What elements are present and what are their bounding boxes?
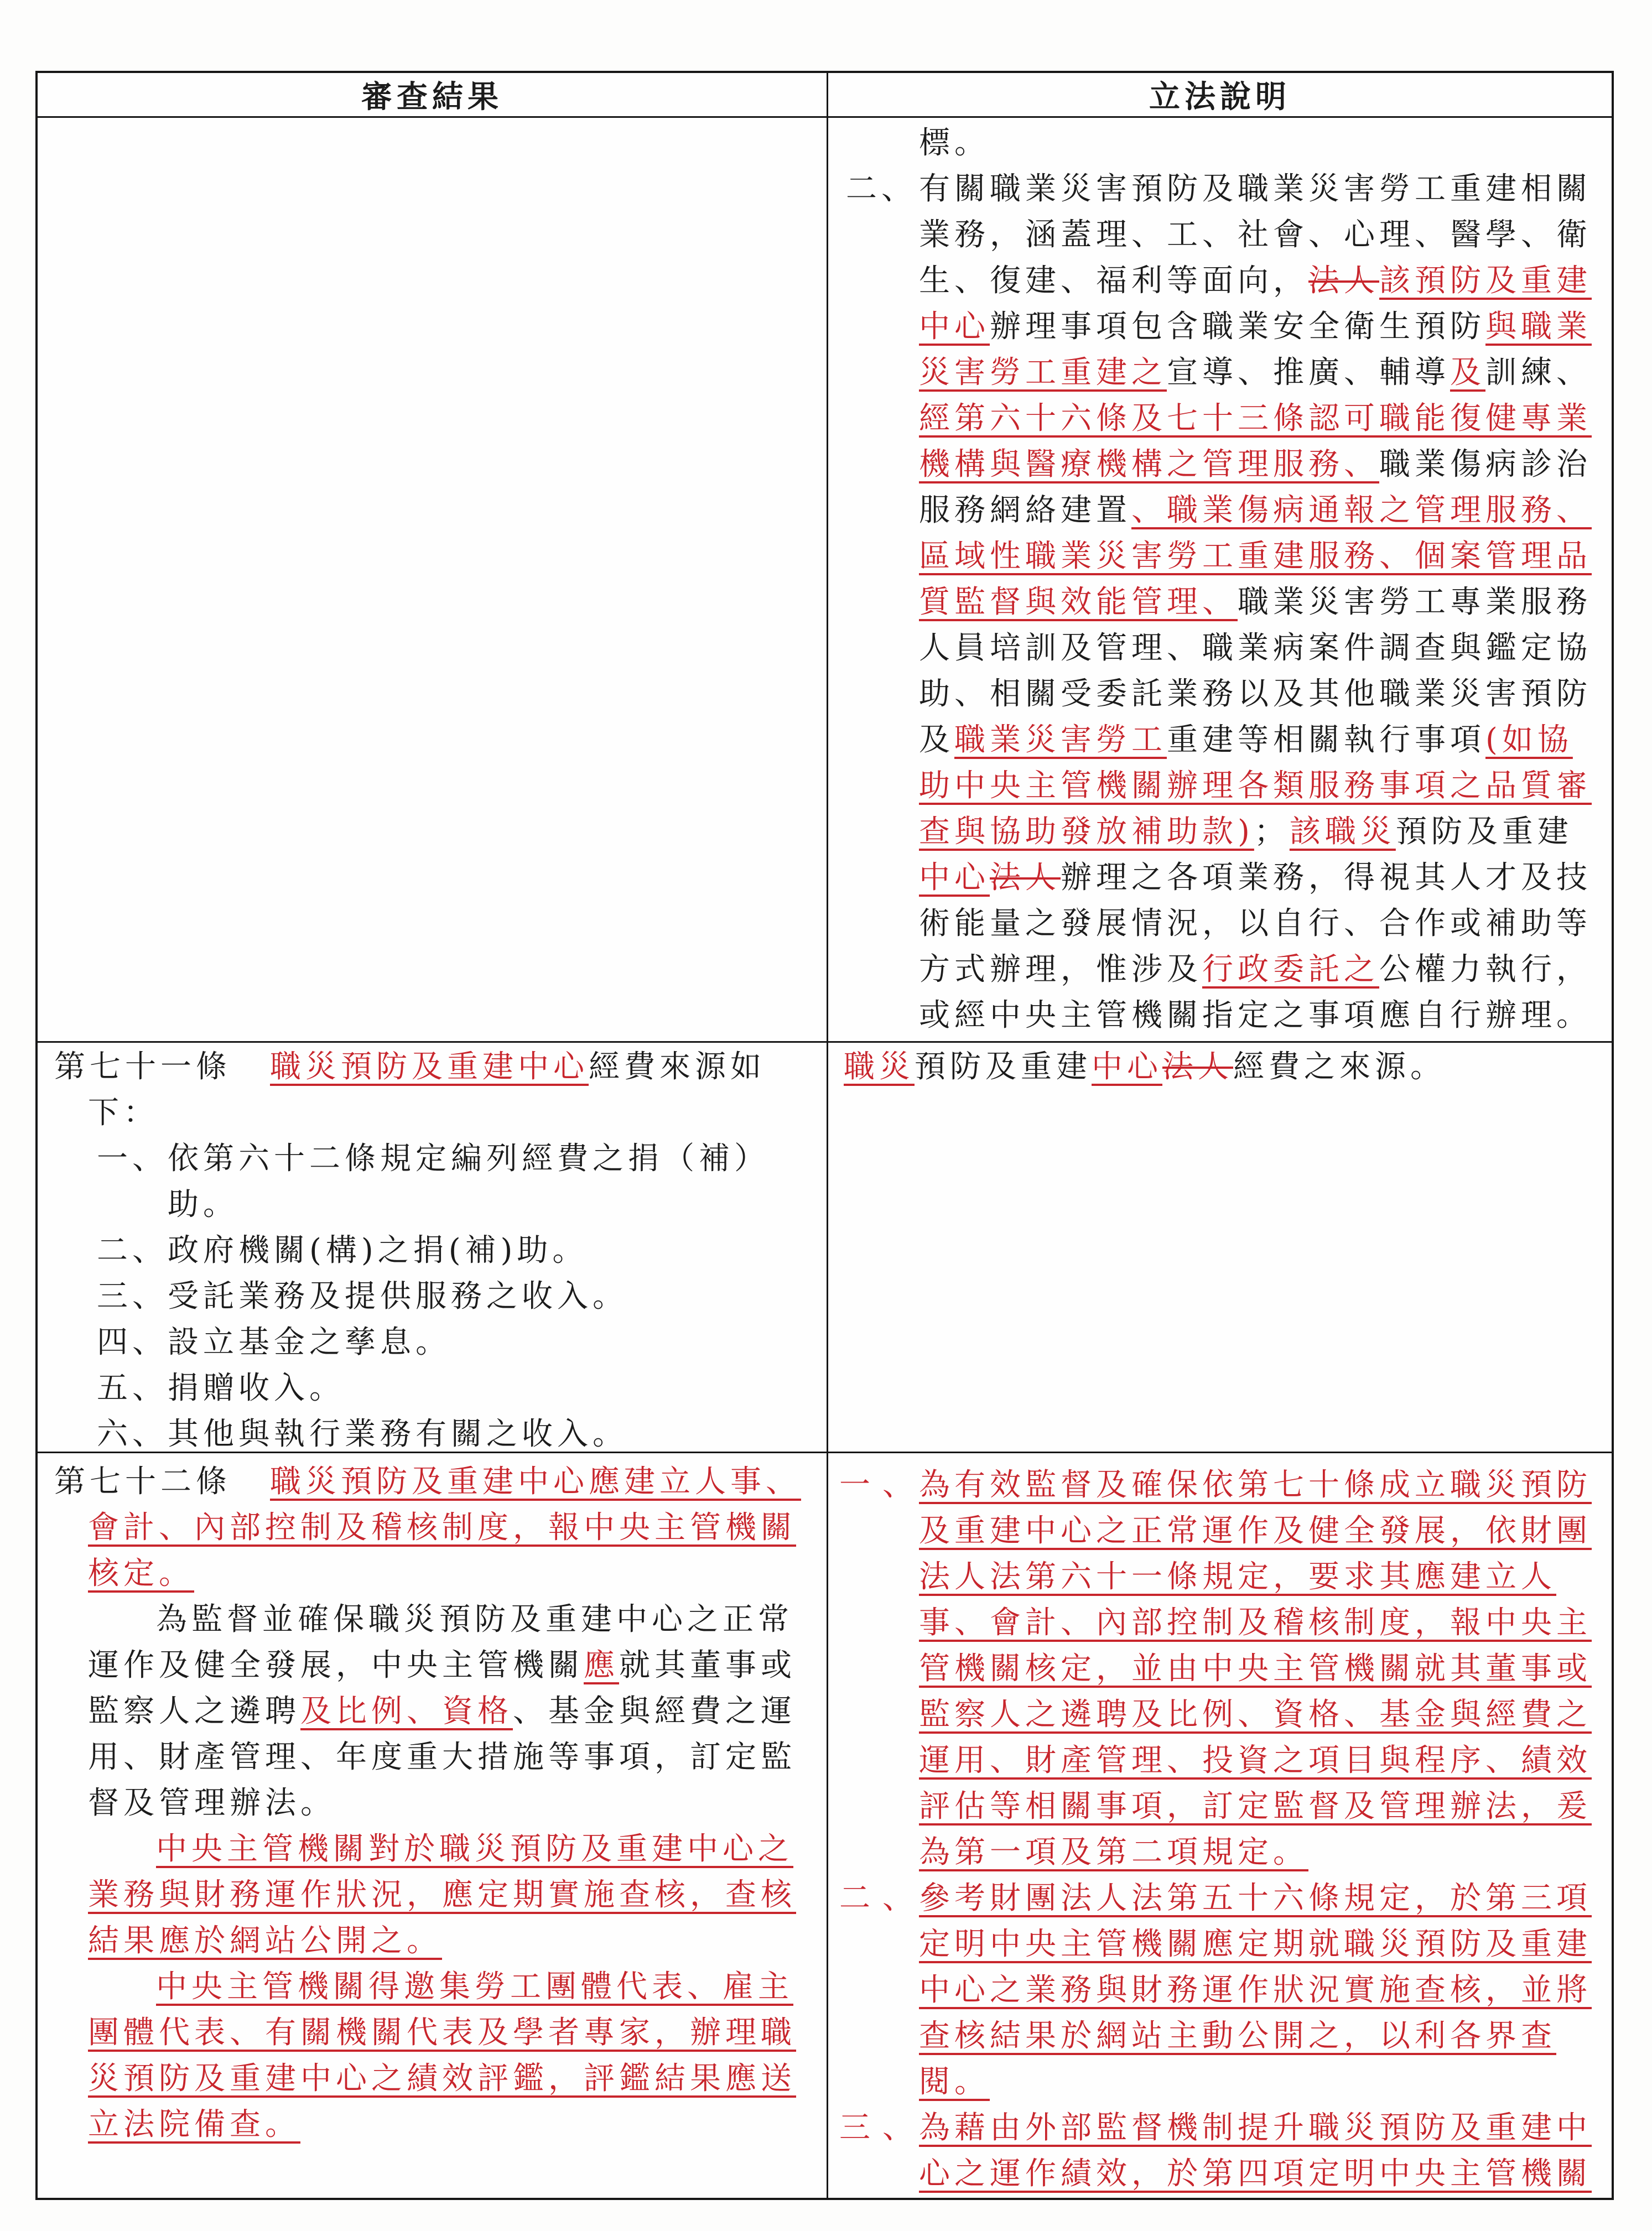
added-text: 與職業 [1485,309,1592,345]
item-block [828,1462,1612,1875]
text-run: 就其董事或 [619,1647,796,1683]
text-run: 、基金與經費之運 [513,1693,796,1729]
added-text: 災害勞工重建之 [919,355,1167,391]
added-text: 機構與醫療機構之管理服務、 [919,446,1379,482]
text-line [38,1918,827,1964]
added-text: 職災預防及重建中心 [270,1049,589,1085]
text-line [38,1826,827,1872]
added-text: 查核結果於網站主動公開之，以利各界查 [919,2018,1556,2054]
text-line [38,1642,827,1688]
text-line [828,2013,1612,2059]
text-line [828,487,1612,533]
text-line [38,1319,827,1365]
added-text: 職災 [844,1049,915,1085]
added-text: 結果應於網站公開之。 [88,1923,442,1959]
text-run: 預防及重建 [915,1049,1092,1085]
text-run: 用、財產管理、年度重大措施等事項，訂定監 [88,1739,796,1775]
added-text: 參考財團法人法第五十六條規定，於第三項 [919,1880,1592,1916]
text-line [38,1411,827,1452]
added-text: 災預防及重建中心之績效評鑑，評鑑結果應送 [88,2061,796,2097]
article-block [38,1459,827,1596]
text-run: 政府機關(構)之捐(補)助。 [168,1232,588,1268]
text-run: 服務網絡建置 [919,492,1131,528]
text-run: 及 [919,722,954,758]
text-line [828,1646,1612,1692]
text-run: 依第六十二條規定編列經費之捐（補） [168,1141,770,1177]
added-text: 及比例、資格 [300,1693,513,1729]
article-number: 第七十二條 [54,1464,231,1500]
text-line [828,1044,1612,1090]
text-run: 職業災害勞工專業服務 [1238,584,1592,620]
review-result-cell [38,1453,827,2198]
column-header-label: 立法說明 [1149,79,1291,115]
text-run: 經費來源如 [589,1049,766,1085]
text-run: 捐贈收入。 [168,1370,345,1406]
text-line [828,1692,1612,1738]
text-run: 設立基金之孳息。 [168,1324,451,1360]
added-text: 查與協助發放補助款) [919,814,1254,850]
text-run: 方式辦理，惟涉及 [919,951,1202,987]
added-text: 運用、財產管理、投資之項目與程序、績效 [919,1743,1592,1778]
added-text: (如協 [1485,722,1573,758]
item-number: 二、 [839,1880,926,1916]
legislative-explanation-cell [827,118,1612,1041]
added-text: 及 [1450,355,1485,391]
text-run: 或經中央主管機關指定之事項應自行辦理。 [919,997,1592,1033]
item-number: 三、 [97,1278,168,1314]
text-run: 辦理之各項業務，得視其人才及技 [1061,860,1592,896]
text-line [38,1505,827,1551]
added-text: 該預防及重建 [1379,263,1592,299]
review-result-cell [38,118,827,1041]
text-line [828,304,1612,350]
text-line [828,120,1612,166]
deleted-text: 法人 [1162,1049,1233,1085]
article-block [38,1044,827,1136]
text-line [828,2151,1612,2197]
text-run: 宣導、推廣、輔導 [1167,355,1450,391]
text-line [38,1365,827,1411]
added-text: 質監督與效能管理、 [919,584,1238,620]
added-text: 立法院備查。 [88,2107,300,2142]
item-number: 二、 [97,1232,168,1268]
text-run: 經費之來源。 [1233,1049,1446,1085]
text-run: 訓練、 [1485,355,1592,391]
text-line [38,1872,827,1918]
text-run: 為監督並確保職災預防及重建中心之正常 [156,1601,793,1637]
added-text: 為有效監督及確保依第七十條成立職災預防 [919,1467,1592,1503]
table-row [38,116,1612,1041]
text-line [828,1554,1612,1600]
added-text: 事、會計、內部控制及稽核制度，報中央主 [919,1605,1592,1641]
text-line [38,1596,827,1642]
text-line [828,625,1612,671]
text-line [38,2056,827,2102]
text-line [828,1600,1612,1646]
text-run: 預防及重建 [1395,814,1573,850]
text-line [38,1090,827,1136]
added-text: 職業災害勞工 [954,722,1167,758]
text-line [828,1783,1612,1829]
added-text: 職災預防及重建中心應建立人事、 [270,1464,801,1500]
text-line [828,1508,1612,1554]
text-line [828,166,1612,212]
text-line [828,901,1612,947]
text-line [828,533,1612,579]
added-text: 為第一項及第二項規定。 [919,1834,1308,1870]
comparison-table [35,71,1614,2200]
text-line [828,1921,1612,1967]
added-text: 心之運作績效，於第四項定明中央主管機關 [919,2156,1592,2192]
text-run: 人員培訓及管理、職業病案件調查與鑑定協 [919,630,1592,666]
text-line [38,1044,827,1090]
item-number: 三、 [839,2110,926,2146]
added-text: 業務與財務運作狀況，應定期實施查核，查核 [88,1877,796,1913]
added-text: 及重建中心之正常運作及健全發展，依財團 [919,1513,1592,1549]
item-number: 二、 [846,171,917,207]
text-line [38,1182,827,1228]
text-line [828,396,1612,441]
text-line [828,855,1612,901]
text-line [38,1273,827,1319]
text-line [828,1829,1612,1875]
text-line [38,1228,827,1273]
text-line [828,809,1612,855]
deleted-text: 法人 [990,860,1061,896]
added-text: 該職災 [1289,814,1396,850]
para-block [38,1596,827,1826]
text-line [828,717,1612,763]
added-text: 應 [584,1647,619,1683]
text-line [828,1967,1612,2013]
added-text: 助中央主管機關辦理各類服務事項之品質審 [919,768,1592,804]
item-number: 五、 [97,1370,168,1406]
added-text: 中心之業務與財務運作狀況實施查核，並將 [919,1972,1592,2008]
text-line [38,1688,827,1734]
text-line [828,350,1612,396]
item-block [38,1228,827,1273]
text-line [828,992,1612,1038]
text-line [828,763,1612,809]
text-line [38,2102,827,2147]
text-run: 公權力執行， [1379,951,1592,987]
text-run: 運作及健全發展，中央主管機關 [88,1647,584,1683]
added-text: 管機關核定，並由中央主管機關就其董事或 [919,1651,1592,1687]
added-text: 閱。 [919,2064,990,2100]
text-run: 其他與執行業務有關之收入。 [168,1416,628,1452]
text-line [828,1462,1612,1508]
added-text: 區域性職業災害勞工重建服務、個案管理品 [919,538,1592,574]
text-run: 受託業務及提供服務之收入。 [168,1278,628,1314]
text-run: 監察人之遴聘 [88,1693,300,1729]
text-line [828,2105,1612,2151]
column-header-legislative-explanation [827,73,1612,116]
text-line [38,1964,827,2010]
para-block [38,1964,827,2147]
text-run: 有關職業災害預防及職業災害勞工重建相關 [919,171,1592,207]
item-block [828,2105,1612,2197]
text-run: 生、復建、福利等面向， [919,263,1308,299]
added-text: 團體代表、有關機關代表及學者專家，辦理職 [88,2015,796,2051]
legislative-explanation-cell [827,1453,1612,2198]
text-line [38,1551,827,1596]
text-run: 助、相關受委託業務以及其他職業災害預防 [919,676,1592,712]
column-header-review-result [38,73,827,116]
text-line [38,1780,827,1826]
item-number: 一、 [839,1467,926,1503]
added-text: 評估等相關事項，訂定監督及管理辦法，爰 [919,1788,1592,1824]
item-block [828,120,1612,166]
text-line [828,1875,1612,1921]
text-line [828,441,1612,487]
text-run: 重建等相關執行事項 [1167,722,1485,758]
item-block [38,1319,827,1365]
text-run: 術能量之發展情況，以自行、合作或補助等 [919,906,1592,942]
item-block [38,1411,827,1452]
text-run: 下： [88,1095,159,1131]
text-run: 職業傷病診治 [1379,446,1592,482]
item-block [38,1136,827,1228]
added-text: 中央主管機關對於職災預防及重建中心之 [156,1831,793,1867]
added-text: 中央主管機關得邀集勞工團體代表、雇主 [156,1969,793,2005]
text-run: 業務，涵蓋理、工、社會、心理、醫學、衛 [919,217,1592,253]
text-run: 助。 [168,1187,238,1223]
legislative-explanation-cell [827,1043,1612,1452]
item-block [828,166,1612,1038]
text-line [828,579,1612,625]
added-text: 經第六十六條及七十三條認可職能復健專業 [919,401,1592,436]
added-text: 定明中央主管機關應定期就職災預防及重建 [919,1926,1592,1962]
added-text: 核定。 [88,1556,194,1592]
column-header-label: 審查結果 [361,79,503,115]
added-text: 、職業傷病通報之管理服務、 [1131,492,1592,528]
para-block [38,1826,827,1964]
deleted-text: 法人 [1308,263,1379,299]
text-run: 辦理事項包含職業安全衛生預防 [990,309,1485,345]
table-header-row [38,73,1612,116]
table-row [38,1452,1612,2198]
added-text: 中心 [919,860,990,896]
text-line [38,1734,827,1780]
item-number: 六、 [97,1416,168,1452]
plain-block [828,1044,1612,1090]
item-block [38,1273,827,1319]
text-run: ； [1254,814,1290,850]
text-line [828,1738,1612,1783]
text-line [38,1459,827,1505]
added-text: 監察人之遴聘及比例、資格、基金與經費之 [919,1697,1592,1733]
added-text: 行政委託之 [1202,951,1379,987]
added-text: 中心 [919,309,990,345]
review-result-cell [38,1043,827,1452]
text-line [828,258,1612,304]
text-line [38,1136,827,1182]
text-line [828,212,1612,258]
added-text: 為藉由外部監督機制提升職災預防及重建中 [919,2110,1592,2146]
text-line [828,671,1612,717]
text-line [828,2059,1612,2105]
item-block [828,1875,1612,2105]
article-number: 第七十一條 [54,1049,231,1085]
item-number: 一、 [97,1141,168,1177]
item-number: 四、 [97,1324,168,1360]
table-row [38,1041,1612,1452]
text-line [38,2010,827,2056]
added-text: 法人法第六十一條規定，要求其應建立人 [919,1559,1556,1595]
text-line [828,947,1612,992]
text-run: 督及管理辦法。 [88,1785,336,1821]
added-text: 中心 [1092,1049,1162,1085]
added-text: 會計、內部控制及稽核制度，報中央主管機關 [88,1510,796,1546]
item-block [38,1365,827,1411]
text-run: 標。 [919,125,990,161]
